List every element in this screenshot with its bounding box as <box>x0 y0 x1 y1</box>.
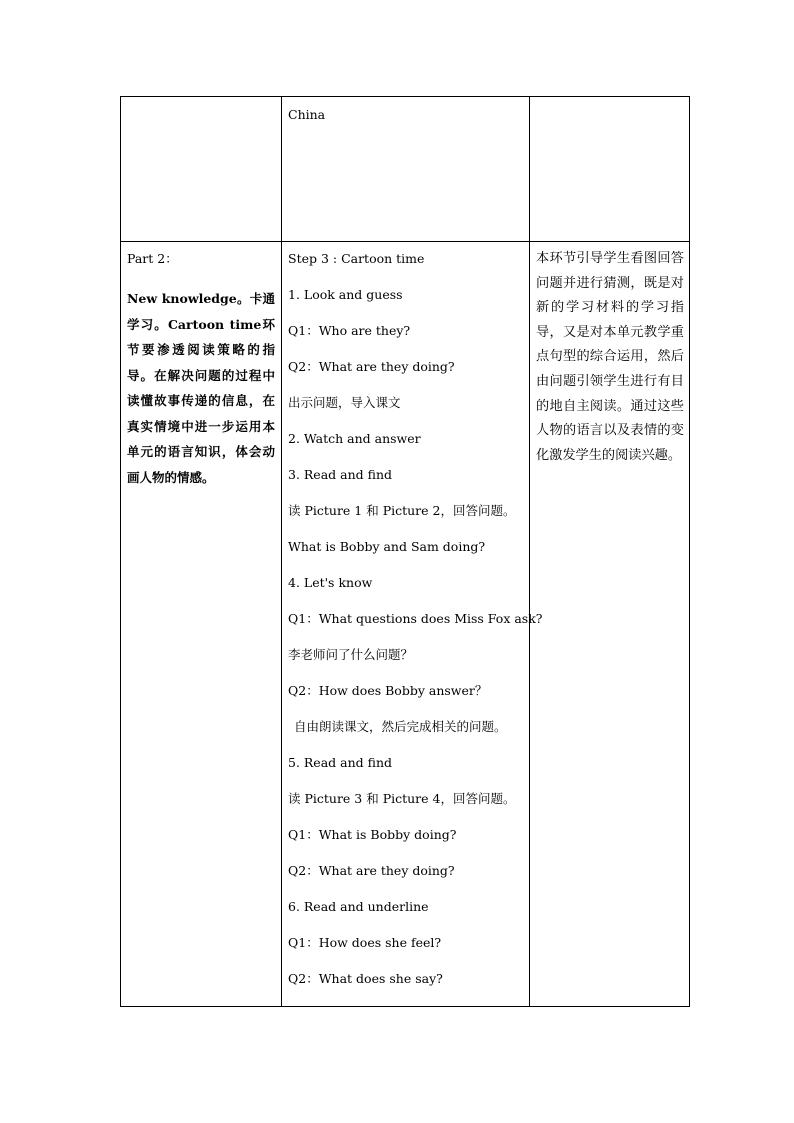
teaching-step-line: Q1：What questions does Miss Fox ask? <box>288 611 543 626</box>
teaching-step-line: Q2：How does Bobby answer？ <box>288 683 488 698</box>
teaching-step-line: 读 Picture 3 和 Picture 4，回答问题。 <box>288 791 516 806</box>
teaching-step-line: Q1：Who are they? <box>288 323 411 338</box>
teaching-step-line: Q2：What are they doing? <box>288 359 455 374</box>
teaching-step-line: Q1：What is Bobby doing? <box>288 827 457 842</box>
table-row <box>121 97 690 242</box>
teaching-step-line: Q2：What does she say? <box>288 971 443 986</box>
continued-text: China <box>288 107 326 122</box>
part-description-text: 环节要渗透阅读策略的指导。在解决问题的过程中读懂故事传递的信息，在真实情境中进一步运用本单元的语言知识，体会动画人物的情感。 <box>127 316 275 485</box>
part-title: Part 2： <box>127 251 178 266</box>
teaching-step-line: 1. Look and guess <box>288 287 403 302</box>
table-row <box>121 242 690 1007</box>
lesson-plan-table <box>120 96 690 1007</box>
teaching-step-line: Q1：How does she feel? <box>288 935 442 950</box>
table-cell-empty <box>121 97 282 242</box>
table-cell-empty <box>530 97 690 242</box>
part-description-bold: New knowledge。卡通学习。Cartoon time <box>127 291 275 332</box>
design-intent-cell <box>530 242 690 1007</box>
part-description <box>127 286 275 490</box>
teaching-step-line: 出示问题，导入课文 <box>288 395 401 410</box>
teaching-step-line: 读 Picture 1 和 Picture 2，回答问题。 <box>288 503 516 518</box>
teaching-step-line: 李老师问了什么问题？ <box>288 647 414 662</box>
table-cell-continued <box>282 97 530 242</box>
teaching-step-line: 3. Read and find <box>288 467 393 482</box>
teaching-step-line: 自由朗读课文，然后完成相关的问题。 <box>294 719 507 734</box>
teaching-steps-list <box>288 250 543 988</box>
teaching-step-line: Step 3 : Cartoon time <box>288 251 425 266</box>
teaching-step-line: 2. Watch and answer <box>288 431 421 446</box>
part-description-cell <box>121 242 282 1007</box>
teaching-step-line: What is Bobby and Sam doing? <box>288 539 486 554</box>
teaching-step-line: 6. Read and underline <box>288 899 429 914</box>
teaching-step-line: Q2：What are they doing? <box>288 863 455 878</box>
teaching-steps-cell <box>282 242 543 1007</box>
teaching-step-line: 4. Let's know <box>288 575 373 590</box>
design-intent-text: 本环节引导学生看图回答问题并进行猜测，既是对新的学习材料的学习指导，又是对本单元教学重点句型的综合运用，然后由问题引领学生进行有目的地自主阅读。通过这些人物的语言以及表情的变化激发学生的阅读兴趣。 <box>536 251 684 463</box>
teaching-step-line: 5. Read and find <box>288 755 393 770</box>
